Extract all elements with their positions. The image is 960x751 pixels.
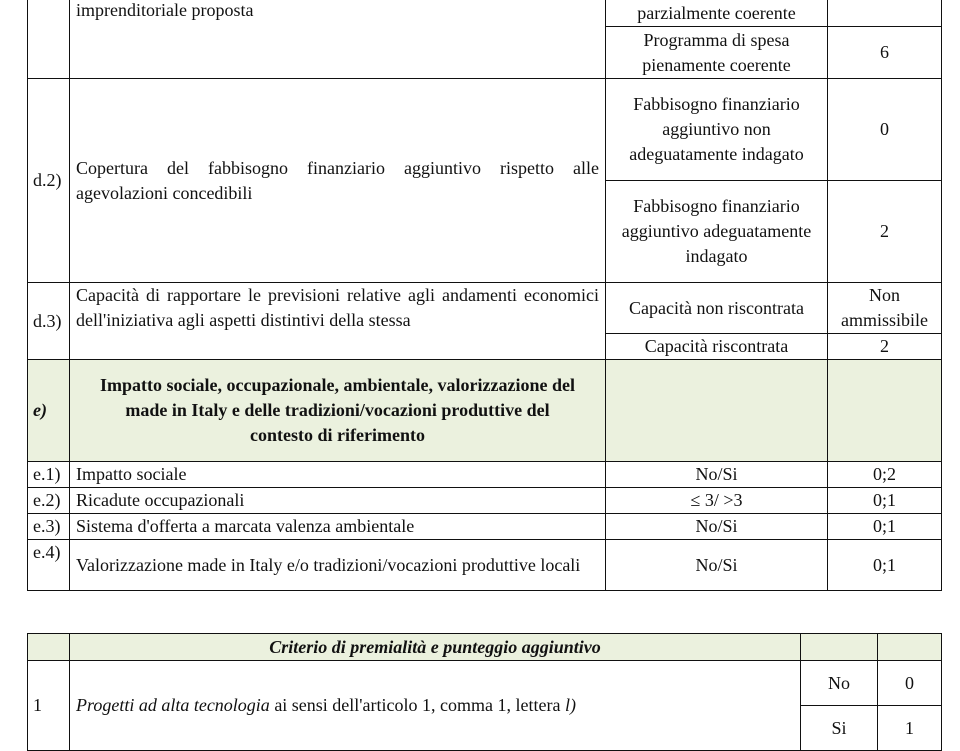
table-row xyxy=(28,540,942,591)
table-row xyxy=(28,79,942,181)
criterion-code: d.2) xyxy=(28,79,70,283)
option-score: 2 xyxy=(828,181,942,283)
option-label: Fabbisogno finanziario aggiuntivo adeguatamente indagato xyxy=(606,181,828,283)
table-row xyxy=(28,488,942,514)
criterion-code: e.4) xyxy=(28,540,70,591)
option-label: No xyxy=(801,661,878,706)
criterion-description: Ricadute occupazionali xyxy=(70,488,606,514)
option-score: 0;1 xyxy=(828,540,942,591)
evaluation-criteria-table xyxy=(27,0,942,591)
option-score: 1 xyxy=(878,706,942,751)
header-empty-cell xyxy=(801,634,878,661)
criterion-description-text: ai sensi dell'articolo 1, comma 1, lettera xyxy=(269,695,565,715)
bonus-criteria-table xyxy=(27,633,942,751)
criterion-description: Copertura del fabbisogno finanziario aggiuntivo rispetto alle agevolazioni concedibili xyxy=(70,79,606,283)
bonus-header-title: Criterio di premialità e punteggio aggiuntivo xyxy=(70,634,801,661)
option-label: Si xyxy=(801,706,878,751)
criterion-description-italic: Progetti ad alta tecnologia xyxy=(76,695,270,715)
option-score: Non ammissibile xyxy=(828,283,942,334)
criterion-code: e.1) xyxy=(28,462,70,488)
section-code: e) xyxy=(28,360,70,462)
section-title: Impatto sociale, occupazionale, ambientale, valorizzazione del made in Italy e delle tradizioni/vocazioni produttive del contesto di riferimento xyxy=(70,360,606,462)
option-label: No/Si xyxy=(606,540,828,591)
option-label: Fabbisogno finanziario aggiuntivo non adeguatamente indagato xyxy=(606,79,828,181)
criterion-code xyxy=(28,0,70,79)
table-header-row xyxy=(28,634,942,661)
option-label: ≤ 3/ >3 xyxy=(606,488,828,514)
criterion-code: e.2) xyxy=(28,488,70,514)
option-score: 2 xyxy=(828,334,942,360)
table-row xyxy=(28,0,942,27)
option-score xyxy=(828,0,942,27)
table-row xyxy=(28,462,942,488)
option-score: 0;1 xyxy=(828,514,942,540)
option-score: 0;2 xyxy=(828,462,942,488)
criterion-code: e.3) xyxy=(28,514,70,540)
option-score: 0 xyxy=(828,79,942,181)
option-score: 6 xyxy=(828,27,942,79)
criterion-description xyxy=(70,0,606,79)
criterion-description: Capacità di rapportare le previsioni relative agli andamenti economici dell'iniziativa agli aspetti distintivi della stessa xyxy=(70,283,606,360)
criterion-code: d.3) xyxy=(28,283,70,360)
option-label: No/Si xyxy=(606,462,828,488)
option-score: 0 xyxy=(878,661,942,706)
option-label-text: parzialmente coerente xyxy=(637,3,796,23)
criterion-description xyxy=(70,661,801,751)
section-empty-cell xyxy=(606,360,828,462)
criterion-code: 1 xyxy=(28,661,70,751)
criterion-description: Valorizzazione made in Italy e/o tradizioni/vocazioni produttive locali xyxy=(70,540,606,591)
option-label xyxy=(606,0,828,27)
option-label: Capacità riscontrata xyxy=(606,334,828,360)
table-row xyxy=(28,661,942,706)
table-row xyxy=(28,283,942,334)
option-label: Capacità non riscontrata xyxy=(606,283,828,334)
table-row xyxy=(28,514,942,540)
section-header-row xyxy=(28,360,942,462)
header-empty-cell xyxy=(878,634,942,661)
option-label: Programma di spesa pienamente coerente xyxy=(606,27,828,79)
criterion-description-letter: l) xyxy=(564,695,576,715)
criterion-description: Impatto sociale xyxy=(70,462,606,488)
option-score: 0;1 xyxy=(828,488,942,514)
header-empty-cell xyxy=(28,634,70,661)
criterion-description: Sistema d'offerta a marcata valenza ambientale xyxy=(70,514,606,540)
option-label: No/Si xyxy=(606,514,828,540)
section-empty-cell xyxy=(828,360,942,462)
criterion-description-line: imprenditoriale proposta xyxy=(76,0,254,20)
